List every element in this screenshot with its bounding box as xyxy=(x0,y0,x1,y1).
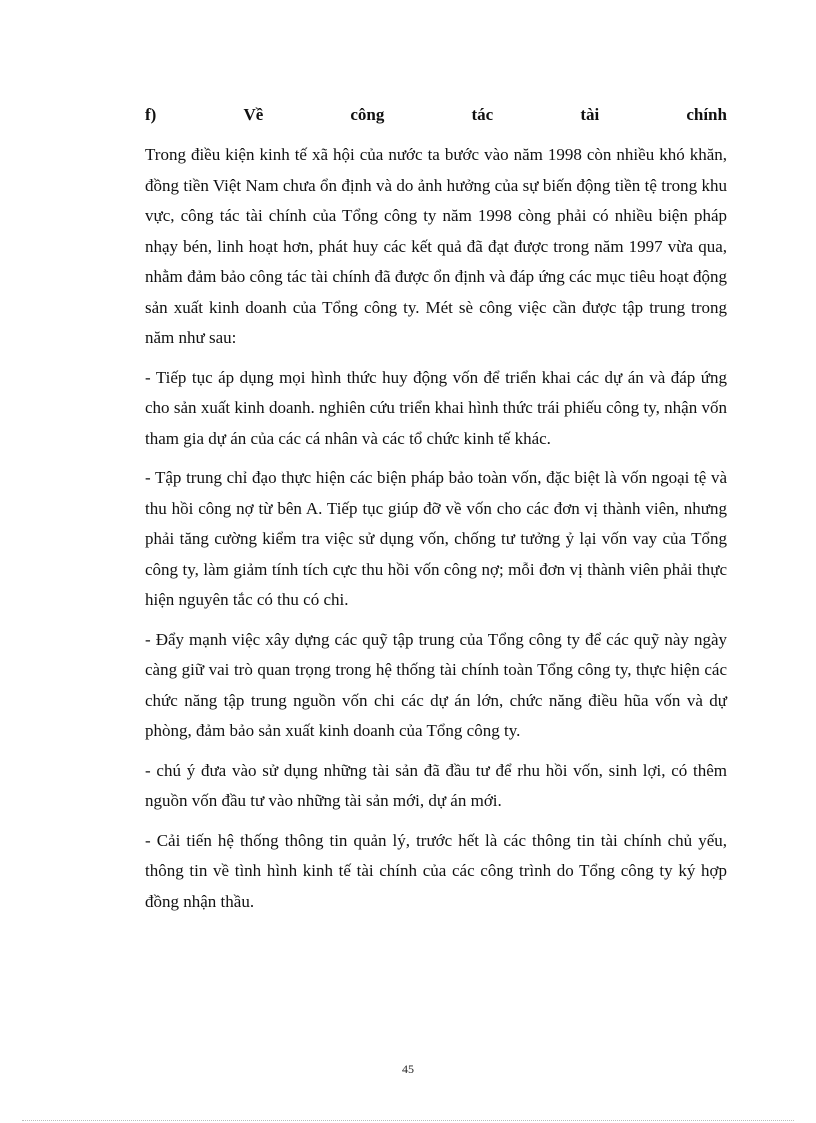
page-content xyxy=(145,100,727,917)
heading-word: chính xyxy=(686,105,727,124)
heading-word: Về xyxy=(243,105,264,124)
bullet-paragraph: - Cải tiến hệ thống thông tin quản lý, trước hết là các thông tin tài chính chủ yếu, thông tin về tình hình kinh tế tài chính của các công trình do Tổng công ty ký hợp đồng nhận thầu. xyxy=(145,830,727,911)
bullet-paragraph: - Tiếp tục áp dụng mọi hình thức huy động vốn để triển khai các dự án và đáp ứng cho sản xuất kinh doanh. nghiên cứu triển khai hình thức trái phiếu công ty, nhận vốn tham gia dự án của các cá nhân và các tổ chức kinh tế khác. xyxy=(145,367,727,448)
intro-paragraph: Trong điều kiện kinh tế xã hội của nước ta bước vào năm 1998 còn nhiều khó khăn, đồng tiền Việt Nam chưa ổn định và do ảnh hưởng của sự biến động tiền tệ trong khu vực, công tác tài chính của Tổng công ty năm 1998 còng phải có nhiều biện pháp nhạy bén, linh hoạt hơn, phát huy các kết quả đã đạt được trong năm 1997 vừa qua, nhằm đảm bảo công tác tài chính đã được ổn định và đáp ứng các mục tiêu hoạt động sản xuất kinh doanh của Tổng công ty. Mét sè công việc cần được tập trung trong năm như sau: xyxy=(145,145,727,347)
heading-word: tài xyxy=(580,105,600,124)
page-bottom-divider xyxy=(22,1120,794,1121)
bullet-paragraph: - Đẩy mạnh việc xây dựng các quỹ tập trung của Tổng công ty để các quỹ này ngày càng giữ vai trò quan trọng trong hệ thống tài chính toàn Tổng công ty, thực hiện các chức năng tập trung nguồn vốn chi các dự án lớn, chức năng điều hũa vốn và dự phòng, đảm bảo sản xuất kinh doanh của Tổng công ty. xyxy=(145,629,727,740)
heading-word: công xyxy=(350,105,385,124)
bullet-paragraph: - Tập trung chỉ đạo thực hiện các biện pháp bảo toàn vốn, đặc biệt là vốn ngoại tệ và thu hồi công nợ từ bên A. Tiếp tục giúp đỡ về vốn cho các đơn vị thành viên, nhưng phải tăng cường kiểm tra việc sử dụng vốn, chống tư tưởng ỷ lại vốn vay của Tổng công ty, làm giảm tính tích cực thu hồi vốn công nợ; mỗi đơn vị thành viên phải thực hiện nguyên tắc có thu có chi. xyxy=(145,468,727,609)
bullet-paragraph: - chú ý đưa vào sử dụng những tài sản đã đầu tư để rhu hồi vốn, sinh lợi, có thêm nguồn vốn đầu tư vào những tài sản mới, dự án mới. xyxy=(145,760,727,810)
heading-word: f) xyxy=(145,105,157,124)
section-heading xyxy=(145,100,727,130)
page-number: 45 xyxy=(402,1062,414,1076)
heading-word: tác xyxy=(471,105,494,124)
